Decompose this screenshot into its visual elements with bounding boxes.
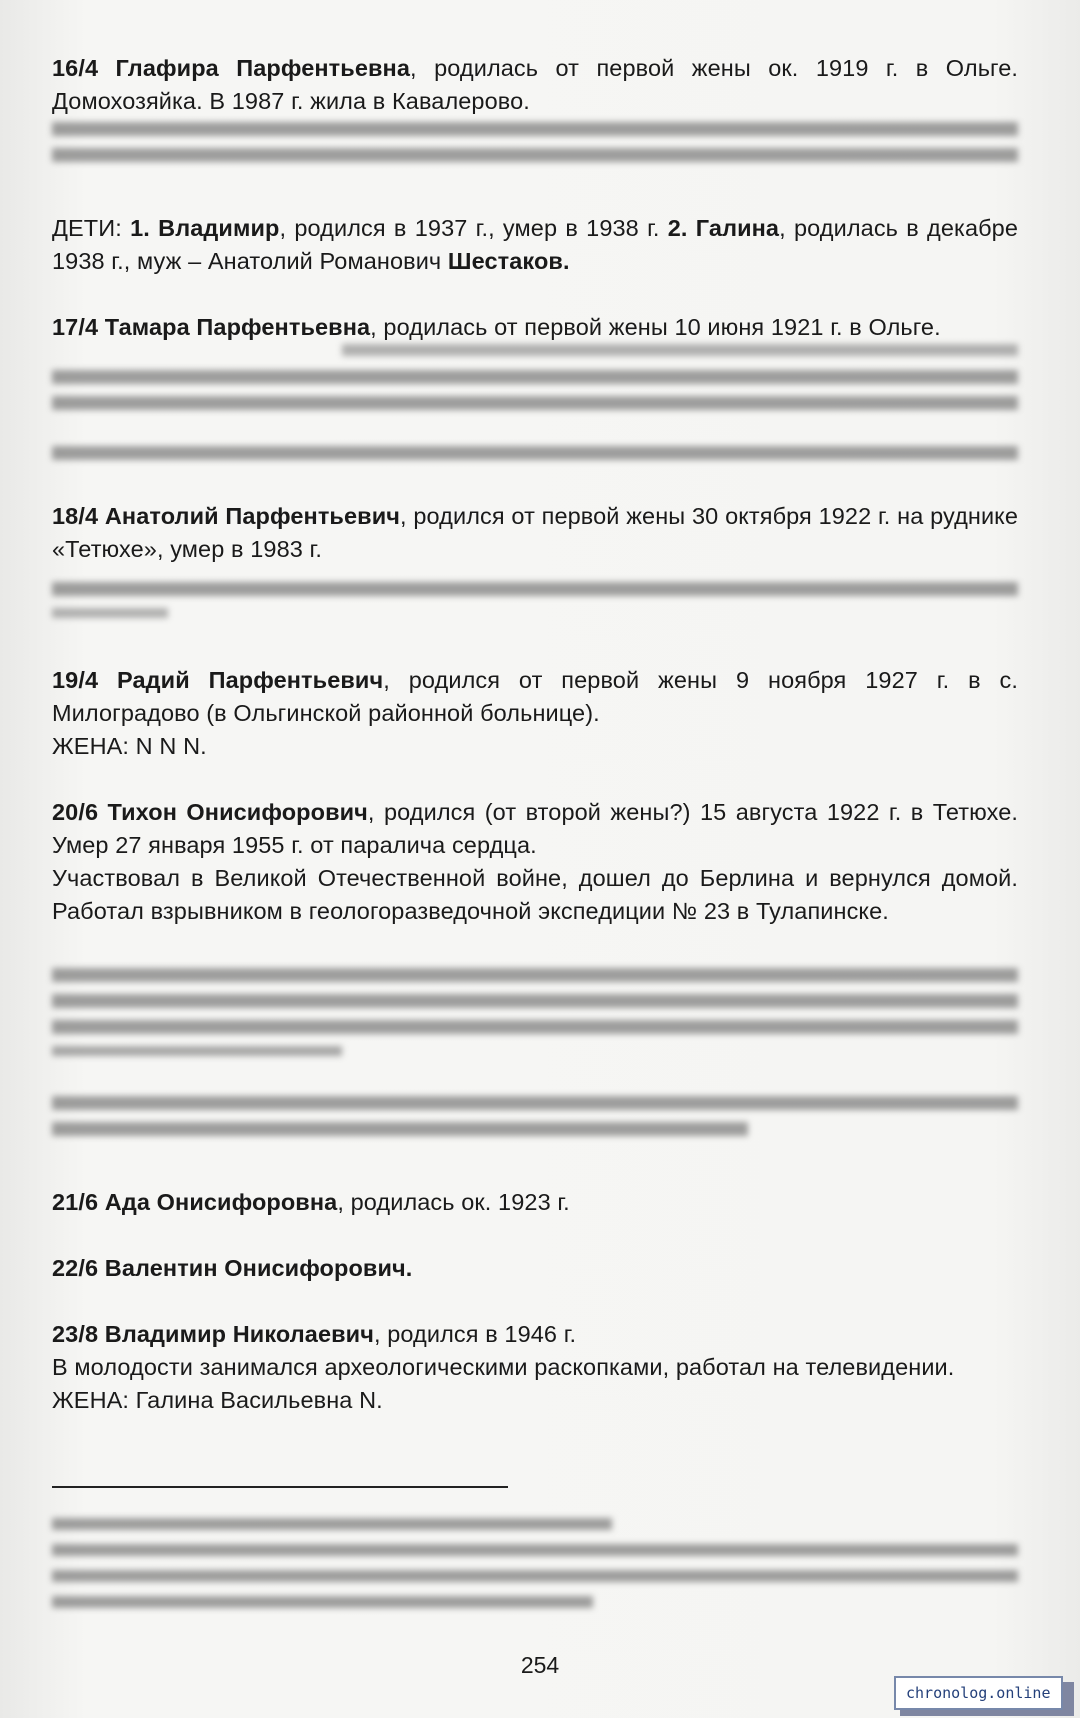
children-label: ДЕТИ: [52, 215, 131, 241]
entry-16-text: , родилась от первой жены ок. 1919 г. в Ольге. Домохозяйка. В 1987 г. жила в Кавалерово. [52, 55, 1018, 114]
entry-16 [52, 52, 1018, 118]
child-2-spouse: Шестаков. [447, 248, 570, 274]
entry-18-text: , родился от первой жены 30 октября 1922 г. на руднике «Тетюхе», умер в 1983 г. [52, 503, 1018, 562]
blurred-text-block [52, 1092, 1018, 1142]
child-2-text: , родилась в декабре 1938 г., муж – Анатолий Романович [52, 215, 1019, 274]
entry-19-title: 19/4 Радий Парфентьевич [52, 667, 384, 693]
blurred-text-block [52, 118, 1018, 198]
entry-21-text: , родилась ок. 1923 г. [337, 1189, 570, 1215]
entry-20-text2: Участвовал в Великой Отечественной войне, дошел до Берлина и вернулся домой. Работал взрывником в геологоразведочной экспедиции № 23 в Тулапинске. [52, 865, 1018, 924]
entry-18-title: 18/4 Анатолий Парфентьевич [52, 503, 400, 529]
entry-17-title: 17/4 Тамара Парфентьевна [52, 314, 371, 340]
page-number: 254 [520, 1652, 560, 1678]
entry-16-children [52, 212, 1018, 278]
blurred-text-block [52, 338, 1018, 428]
entry-21 [52, 1186, 1018, 1219]
blurred-text-block [52, 578, 1018, 638]
entry-19-text: , родился от первой жены 9 ноября 1927 г. в с. Милоградово (в Ольгинской районной больнице). [52, 667, 1019, 726]
entry-17-text: , родилась от первой жены 10 июня 1921 г. в Ольге. [370, 314, 941, 340]
entry-22-title: 22/6 Валентин Онисифорович. [52, 1255, 413, 1281]
entry-22 [52, 1252, 1018, 1285]
blurred-text-block [52, 964, 1018, 1104]
entry-23 [52, 1318, 1018, 1417]
entry-23-text2: В молодости занимался археологическими раскопками, работал на телевидении. [52, 1354, 955, 1380]
entry-23-title: 23/8 Владимир Николаевич [52, 1321, 374, 1347]
entry-20 [52, 796, 1018, 928]
child-1-name: 1. Владимир [130, 215, 280, 241]
child-1-text: , родился в 1937 г., умер в 1938 г. [279, 215, 668, 241]
blurred-text-block [52, 442, 1018, 472]
entry-20-title: 20/6 Тихон Онисифорович [52, 799, 368, 825]
entry-18 [52, 500, 1018, 566]
entry-16-title: 16/4 Глафира Парфентьевна [52, 55, 411, 81]
blurred-footnotes [52, 1514, 1018, 1614]
entry-17 [52, 311, 1018, 344]
child-2-name: 2. Галина [667, 215, 780, 241]
entry-23-text: , родился в 1946 г. [373, 1321, 577, 1347]
entry-21-title: 21/6 Ада Онисифоровна [52, 1189, 338, 1215]
footnote-divider [52, 1486, 508, 1488]
watermark-link[interactable]: chronolog.online [894, 1676, 1063, 1710]
entry-19-wife: ЖЕНА: N N N. [52, 733, 207, 759]
entry-20-text: , родился (от второй жены?) 15 августа 1922 г. в Тетюхе. Умер 27 января 1955 г. от паралича сердца. [52, 799, 1019, 858]
entry-19 [52, 664, 1018, 763]
entry-23-wife: ЖЕНА: Галина Васильевна N. [52, 1387, 383, 1413]
